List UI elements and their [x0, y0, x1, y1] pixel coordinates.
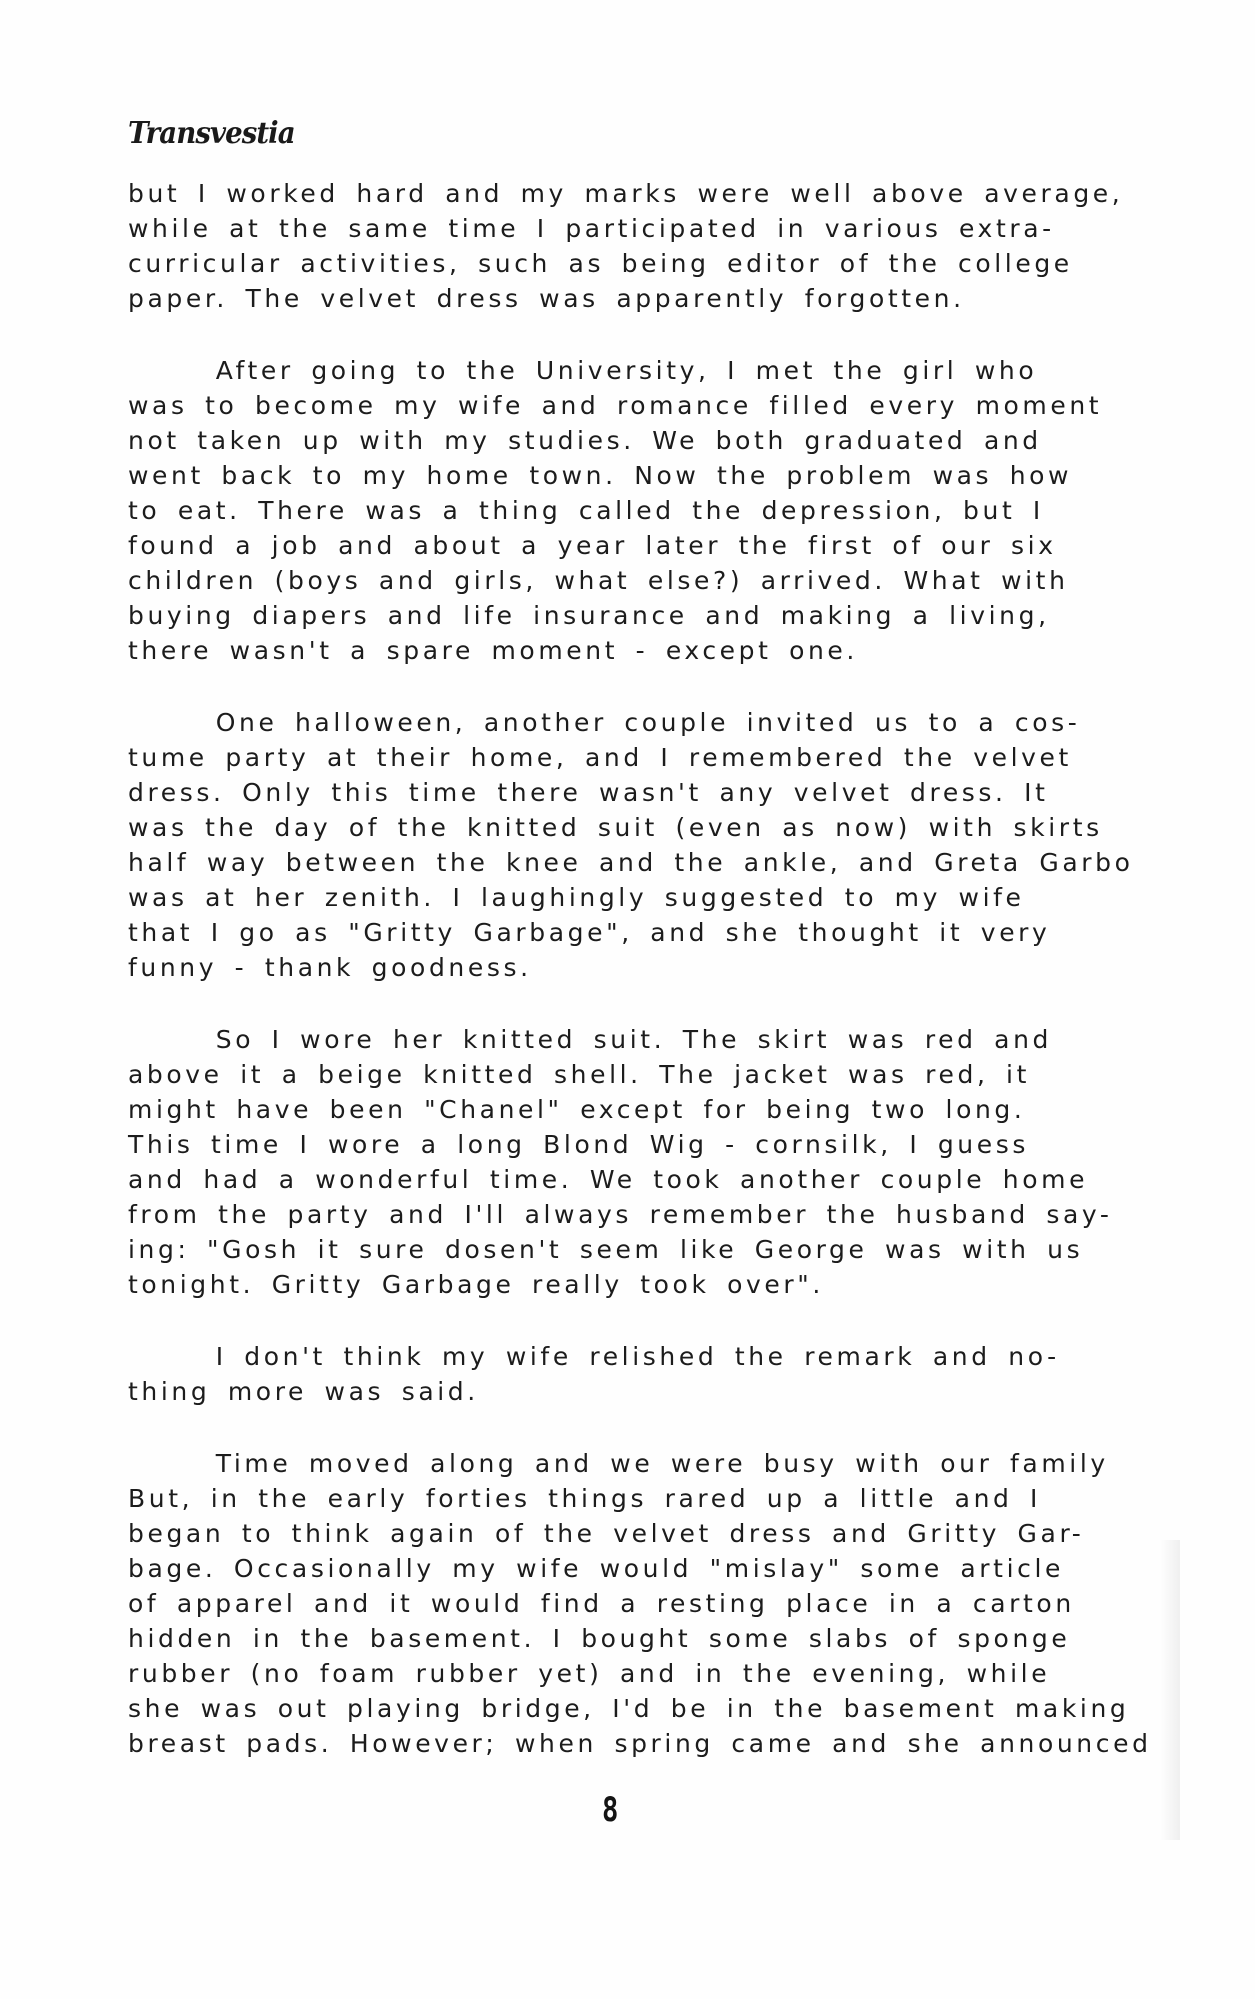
paragraph	[128, 705, 1178, 985]
text-line: hidden in the basement. I bought some slabs of sponge	[128, 1624, 1071, 1653]
paragraph	[128, 1446, 1178, 1761]
text-line: One halloween, another couple invited us to a cos-	[128, 708, 1081, 737]
text-line: breast pads. However; when spring came and she announced	[128, 1729, 1152, 1758]
paragraph	[128, 353, 1178, 668]
text-line: dress. Only this time there wasn't any velvet dress. It	[128, 778, 1049, 807]
text-line: paper. The velvet dress was apparently forgotten.	[128, 284, 965, 313]
text-line: was the day of the knitted suit (even as now) with skirts	[128, 813, 1103, 842]
text-line: children (boys and girls, what else?) arrived. What with	[128, 566, 1069, 595]
text-line: This time I wore a long Blond Wig - cornsilk, I guess	[128, 1130, 1029, 1159]
paragraph	[128, 176, 1178, 316]
text-line: that I go as "Gritty Garbage", and she thought it very	[128, 918, 1051, 947]
page-number: 8	[602, 1790, 619, 1830]
text-line: she was out playing bridge, I'd be in the basement making	[128, 1694, 1130, 1723]
running-header: Transvestia	[128, 116, 295, 151]
text-line: of apparel and it would find a resting place in a carton	[128, 1589, 1075, 1618]
text-line: found a job and about a year later the first of our six	[128, 531, 1057, 560]
text-line: thing more was said.	[128, 1377, 479, 1406]
text-line: went back to my home town. Now the problem was how	[128, 461, 1073, 490]
text-line: Time moved along and we were busy with our family	[128, 1449, 1109, 1478]
text-line: I don't think my wife relished the remark and no-	[128, 1342, 1060, 1371]
text-line: tonight. Gritty Garbage really took over".	[128, 1270, 824, 1299]
text-line: but I worked hard and my marks were well above average,	[128, 179, 1124, 208]
text-line: rubber (no foam rubber yet) and in the evening, while	[128, 1659, 1051, 1688]
text-line: began to think again of the velvet dress and Gritty Gar-	[128, 1519, 1085, 1548]
text-line: buying diapers and life insurance and making a living,	[128, 601, 1050, 630]
text-line: After going to the University, I met the girl who	[128, 356, 1038, 385]
text-line: not taken up with my studies. We both graduated and	[128, 426, 1042, 455]
text-line: funny - thank goodness.	[128, 953, 532, 982]
text-line: from the party and I'll always remember the husband say-	[128, 1200, 1113, 1229]
text-line: might have been "Chanel" except for being two long.	[128, 1095, 1026, 1124]
body-text	[128, 176, 1178, 1761]
text-line: So I wore her knitted suit. The skirt was red and	[128, 1025, 1053, 1054]
paragraph	[128, 1022, 1178, 1302]
text-line: there wasn't a spare moment - except one.	[128, 636, 858, 665]
text-line: bage. Occasionally my wife would "mislay" some article	[128, 1554, 1064, 1583]
text-line: curricular activities, such as being editor of the college	[128, 249, 1073, 278]
text-line: tume party at their home, and I remembered the velvet	[128, 743, 1072, 772]
text-line: was to become my wife and romance filled every moment	[128, 391, 1103, 420]
paragraph	[128, 1339, 1178, 1409]
text-line: ing: "Gosh it sure dosen't seem like George was with us	[128, 1235, 1084, 1264]
text-line: while at the same time I participated in various extra-	[128, 214, 1055, 243]
text-line: was at her zenith. I laughingly suggested to my wife	[128, 883, 1025, 912]
text-line: But, in the early forties things rared up a little and I	[128, 1484, 1041, 1513]
text-line: to eat. There was a thing called the depression, but I	[128, 496, 1044, 525]
text-line: half way between the knee and the ankle, and Greta Garbo	[128, 848, 1134, 877]
text-line: and had a wonderful time. We took another couple home	[128, 1165, 1089, 1194]
text-line: above it a beige knitted shell. The jacket was red, it	[128, 1060, 1030, 1089]
